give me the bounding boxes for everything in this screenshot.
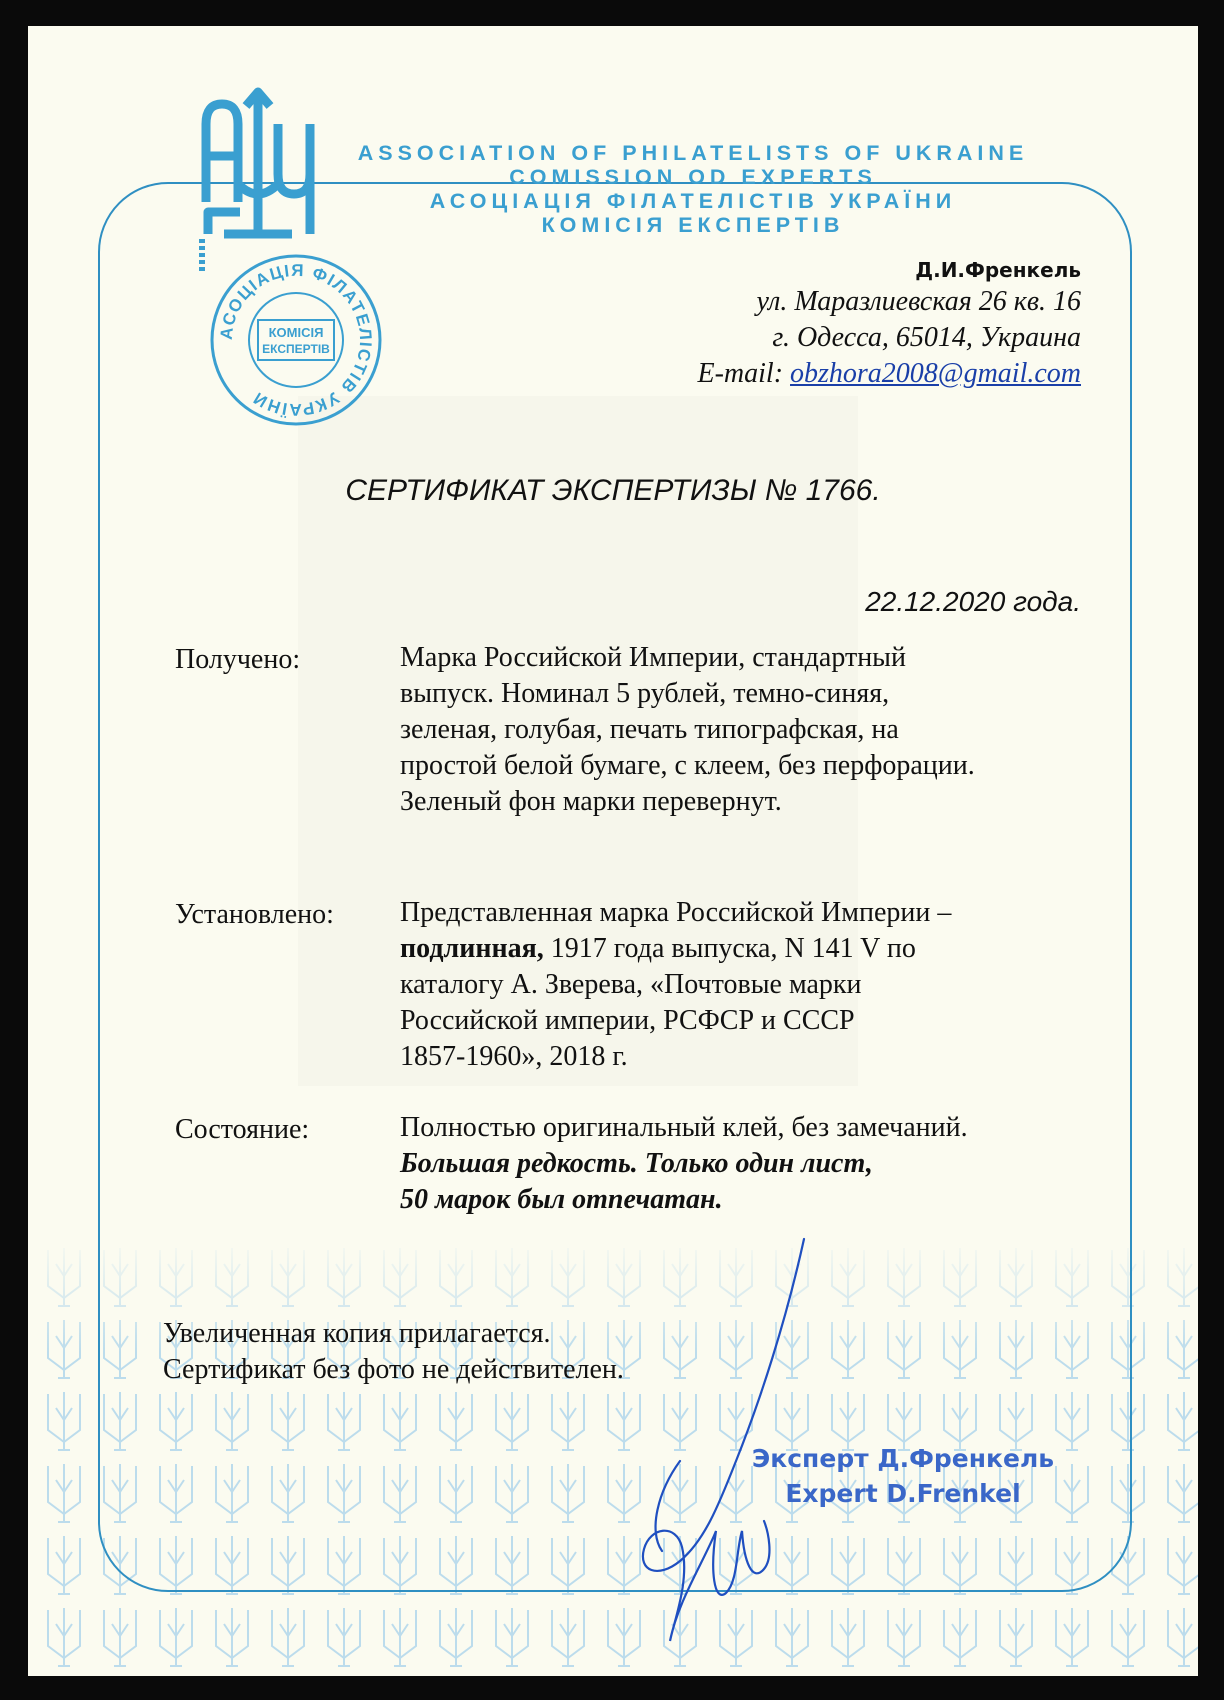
certificate-title: СЕРТИФИКАТ ЭКСПЕРТИЗЫ № 1766. xyxy=(345,474,881,507)
established-label: Установлено: xyxy=(175,899,334,930)
established-line: каталогу А. Зверева, «Почтовые марки xyxy=(400,969,862,1000)
received-line: выпуск. Номинал 5 рублей, темно-синяя, xyxy=(400,678,890,709)
expert-address xyxy=(697,256,1081,392)
address-street: ул. Маразлиевская 26 кв. 16 xyxy=(756,286,1081,317)
expert-name: Д.И.Френкель xyxy=(915,258,1081,282)
rarity-note: Большая редкость. Только один лист, xyxy=(400,1148,873,1179)
certificate-sheet xyxy=(28,26,1198,1676)
commission-ua: КОМІСІЯ ЕКСПЕРТІВ xyxy=(541,213,845,237)
assoc-ua: АСОЦІАЦІЯ ФІЛАТЕЛІСТІВ УКРАЇНИ xyxy=(429,189,957,213)
received-text xyxy=(400,640,1100,820)
received-line: Зеленый фон марки перевернут. xyxy=(400,786,782,817)
seal-center-line2: ЕКСПЕРТІВ xyxy=(262,342,330,356)
email-line xyxy=(697,356,1081,392)
commission-en: COMISSION OD EXPERTS xyxy=(509,165,877,189)
seal-ring-text: АСОЦІАЦІЯ ФІЛАТЕЛІСТІВ УКРАЇНИ xyxy=(216,260,376,420)
stamp-ru: Эксперт Д.Френкель xyxy=(751,1444,1055,1473)
email-link[interactable]: obzhora2008@gmail.com xyxy=(790,358,1081,389)
address-city: г. Одесса, 65014, Украина xyxy=(772,322,1081,353)
condition-label: Состояние: xyxy=(175,1114,310,1145)
certificate-date: 22.12.2020 года. xyxy=(865,586,1081,617)
stamp-en: Expert D.Frenkel xyxy=(785,1479,1021,1508)
established-line xyxy=(400,931,1100,967)
established-line: 1857-1960», 2018 г. xyxy=(400,1041,628,1072)
commission-seal-icon xyxy=(206,250,386,430)
association-header xyxy=(298,141,1088,237)
received-line: простой белой бумаге, с клеем, без перфорации. xyxy=(400,750,975,781)
footer-notes xyxy=(163,1316,624,1388)
received-line: Марка Российской Империи, стандартный xyxy=(400,642,906,673)
signature-icon xyxy=(618,1231,838,1651)
condition-line: Полностью оригинальный клей, без замечаний. xyxy=(400,1112,968,1143)
authentic-verdict: подлинная, xyxy=(400,933,544,964)
footer-line: Сертификат без фото не действителен. xyxy=(163,1354,624,1385)
rarity-note: 50 марок был отпечатан. xyxy=(400,1184,723,1215)
condition-text xyxy=(400,1110,1100,1218)
established-line: Российской империи, РСФСР и СССР xyxy=(400,1005,855,1036)
assoc-en: ASSOCIATION OF PHILATELISTS OF UKRAINE xyxy=(357,141,1029,165)
established-line2-rest: 1917 года выпуска, N 141 V по xyxy=(543,933,916,964)
received-label: Получено: xyxy=(175,644,301,675)
received-line: зеленая, голубая, печать типографская, на xyxy=(400,714,899,745)
established-text xyxy=(400,895,1100,1075)
email-label: E-mail: xyxy=(697,358,784,389)
established-line: Представленная марка Российской Империи – xyxy=(400,897,952,928)
footer-line: Увеличенная копия прилагается. xyxy=(163,1318,551,1349)
seal-center-line1: КОМІСІЯ xyxy=(268,325,324,340)
